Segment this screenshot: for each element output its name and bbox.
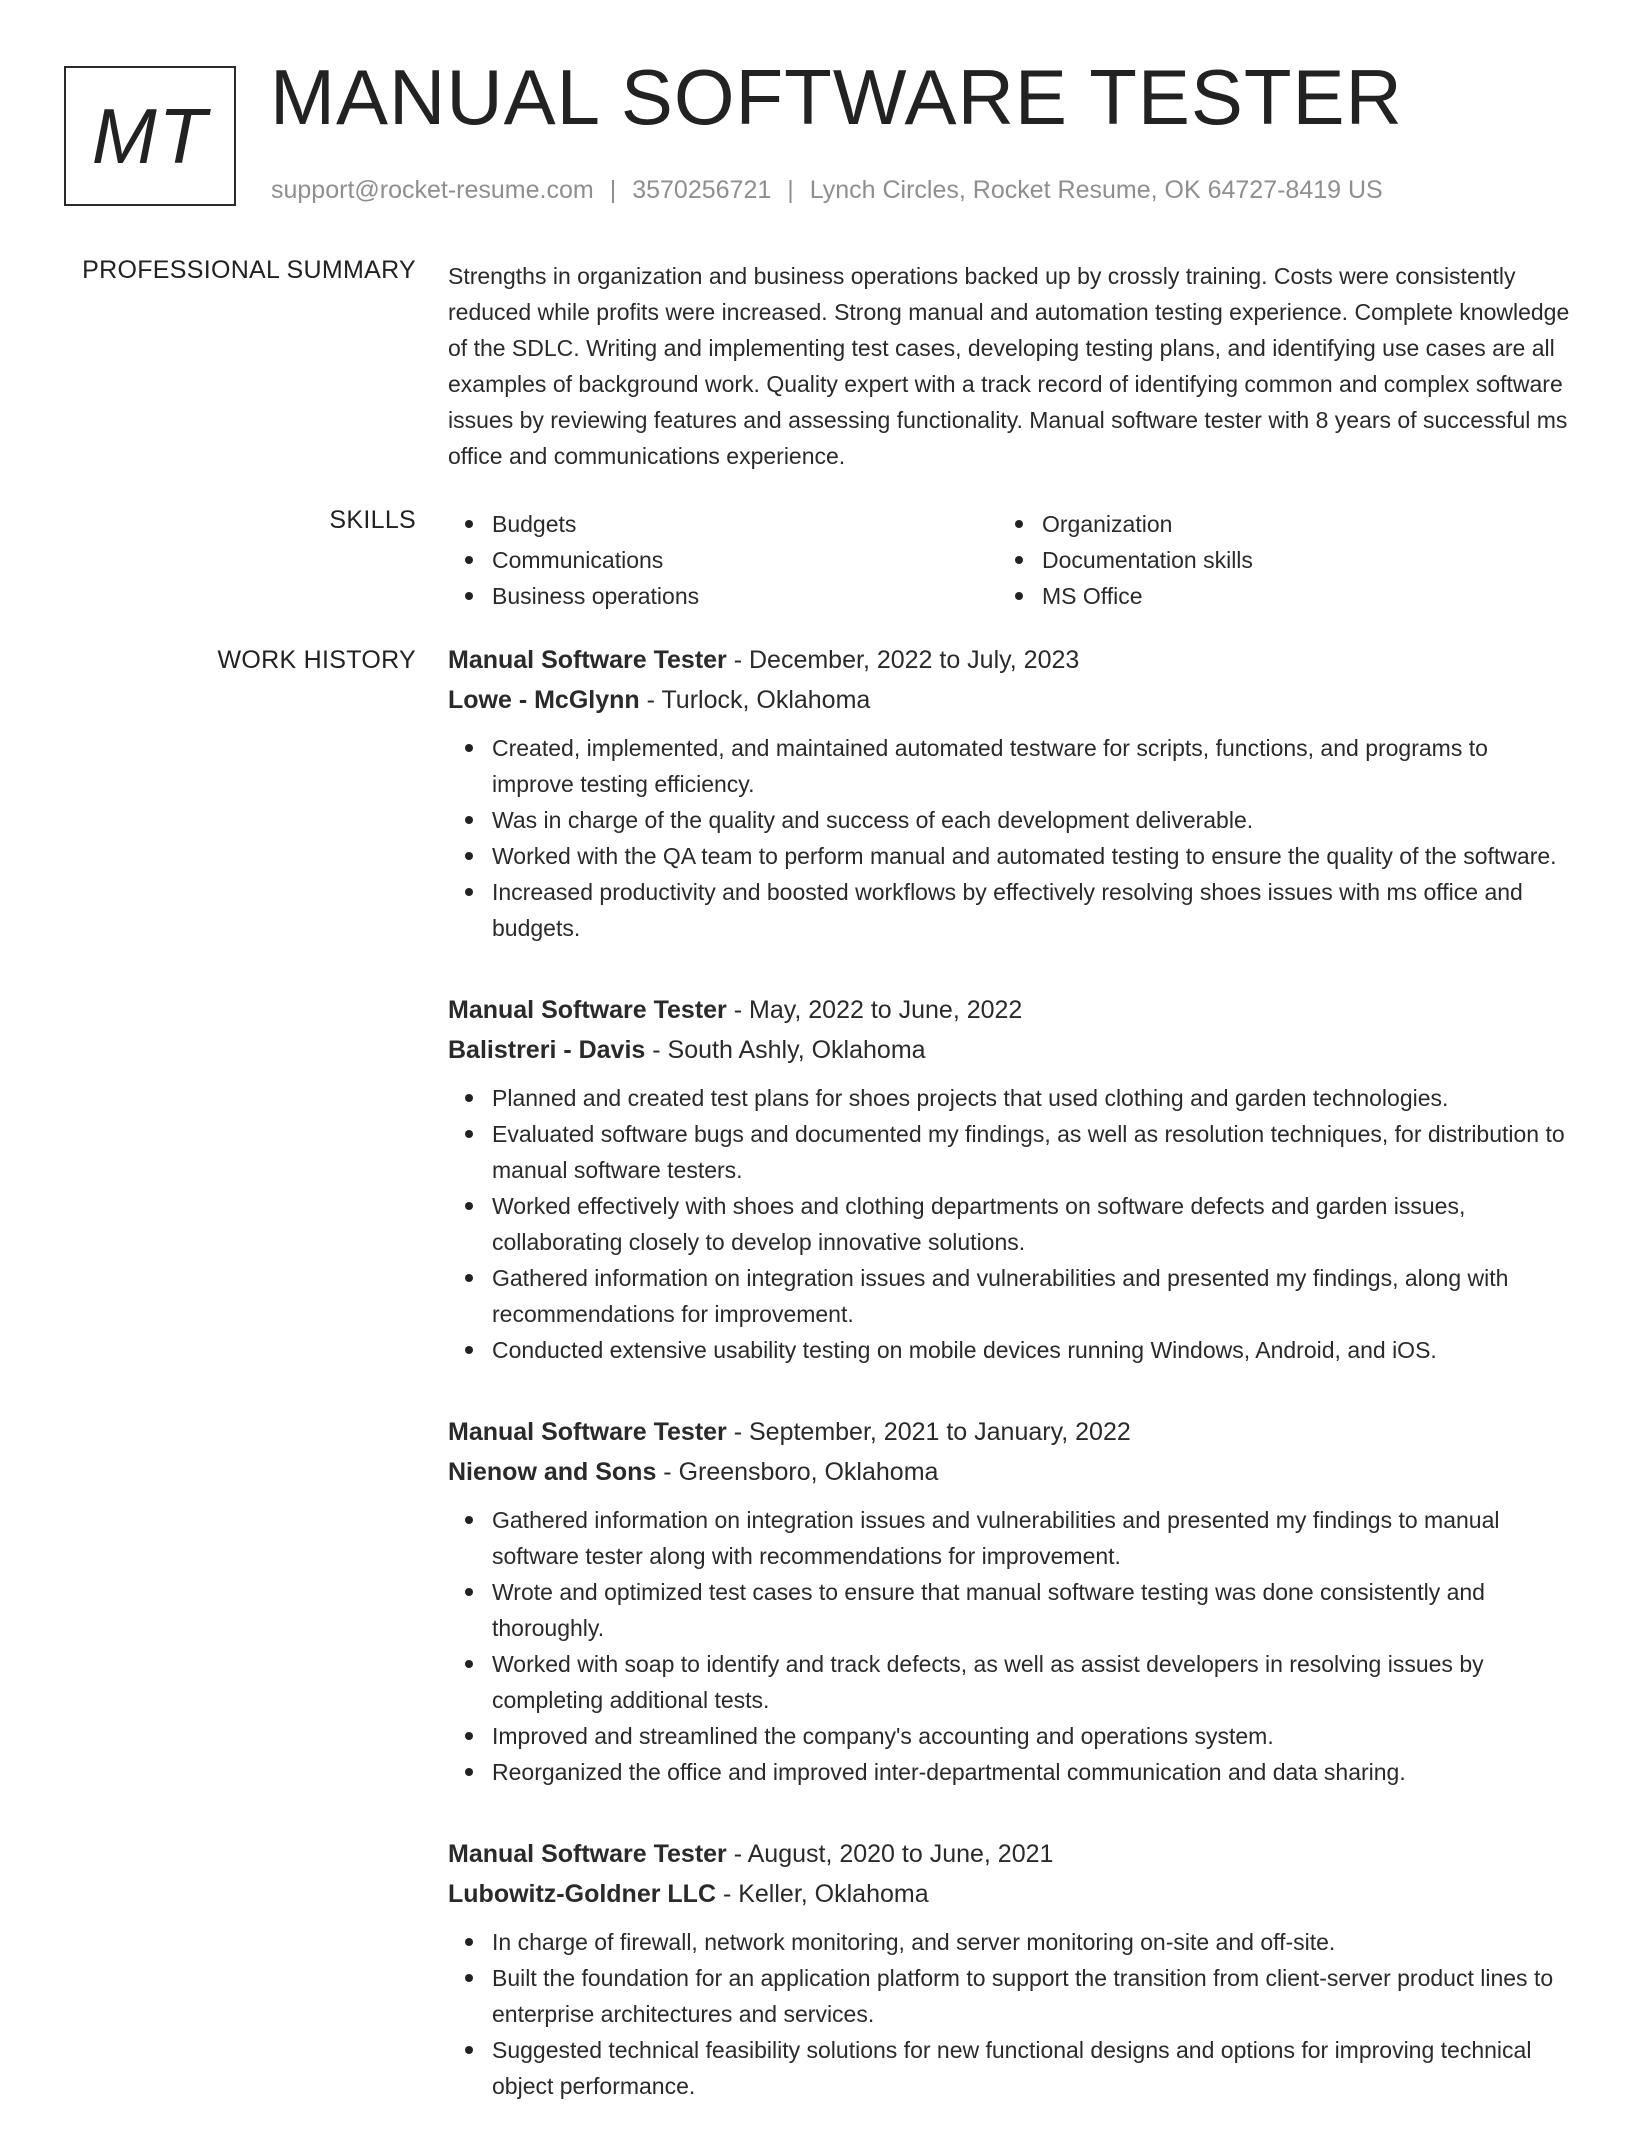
job-title-line	[448, 1834, 1570, 1874]
contact-line	[271, 176, 1383, 205]
job-entry	[448, 640, 1570, 946]
job-bullet: Was in charge of the quality and success of each development deliverable.	[448, 802, 1570, 838]
job-dates: - May, 2022 to June, 2022	[726, 996, 1023, 1024]
job-entry	[448, 990, 1570, 1368]
job-bullet: Conducted extensive usability testing on mobile devices running Windows, Android, and iOS.	[448, 1332, 1570, 1368]
job-location: - Keller, Oklahoma	[716, 1880, 929, 1908]
job-bullet: Suggested technical feasibility solutions for new functional designs and options for improving technical object performance.	[448, 2032, 1570, 2104]
job-bullet: In charge of firewall, network monitoring, and server monitoring on-site and off-site.	[448, 1924, 1570, 1960]
section-title-work-history: WORK HISTORY	[217, 646, 416, 674]
section-title-skills: SKILLS	[329, 506, 416, 534]
skill-item: Business operations	[448, 578, 998, 614]
skills-list	[448, 506, 1570, 614]
skill-item: Communications	[448, 542, 998, 578]
skill-item: Budgets	[448, 506, 998, 542]
job-title-line	[448, 990, 1570, 1030]
job-dates: - August, 2020 to June, 2021	[726, 1840, 1054, 1868]
job-bullet: Evaluated software bugs and documented my findings, as well as resolution techniques, for distribution to manual software testers.	[448, 1116, 1570, 1188]
job-company: Balistreri - Davis	[448, 1036, 646, 1064]
job-bullet: Improved and streamlined the company's accounting and operations system.	[448, 1718, 1570, 1754]
summary-text: Strengths in organization and business operations backed up by crossly training. Costs were consistently reduced while profits were increased. Strong manual and automation testing experience. Complete knowledge of the SDLC. Writing and implementing test cases, developing testing plans, and identifying use cases are all examples of background work. Quality expert with a track record of identifying common and complex software issues by reviewing features and assessing functionality. Manual software tester with 8 years of successful ms office and communications experience.	[448, 263, 1570, 469]
job-bullet: Gathered information on integration issues and vulnerabilities and presented my findings, along with recommendations for improvement.	[448, 1260, 1570, 1332]
skill-item: MS Office	[998, 578, 1548, 614]
section-title-summary: PROFESSIONAL SUMMARY	[82, 256, 416, 284]
job-title: Manual Software Tester	[448, 1418, 727, 1446]
job-bullet: Worked with the QA team to perform manual and automated testing to ensure the quality of the software.	[448, 838, 1570, 874]
job-company-line	[448, 680, 1570, 720]
job-company: Lowe - McGlynn	[448, 686, 640, 714]
job-bullet: Gathered information on integration issues and vulnerabilities and presented my findings to manual software tester along with recommendations for improvement.	[448, 1502, 1570, 1574]
job-bullets	[448, 1502, 1570, 1790]
job-company: Nienow and Sons	[448, 1458, 657, 1486]
monogram: MT	[64, 66, 236, 206]
job-title: Manual Software Tester	[448, 996, 727, 1024]
job-bullet: Built the foundation for an application platform to support the transition from client-server product lines to enterprise architectures and services.	[448, 1960, 1570, 2032]
job-company: Lubowitz-Goldner LLC	[448, 1880, 717, 1908]
phone[interactable]: 3570256721	[632, 176, 772, 204]
job-title-line	[448, 1412, 1570, 1452]
job-company-line	[448, 1874, 1570, 1914]
job-dates: - September, 2021 to January, 2022	[726, 1418, 1131, 1446]
job-bullet: Worked with soap to identify and track defects, as well as assist developers in resolving issues by completing additional tests.	[448, 1646, 1570, 1718]
skill-item: Organization	[998, 506, 1548, 542]
job-bullets	[448, 730, 1570, 946]
address: Lynch Circles, Rocket Resume, OK 64727-8419 US	[809, 176, 1383, 204]
job-bullet: Worked effectively with shoes and clothing departments on software defects and garden issues, collaborating closely to develop innovative solutions.	[448, 1188, 1570, 1260]
job-bullet: Planned and created test plans for shoes projects that used clothing and garden technologies.	[448, 1080, 1570, 1116]
job-bullet: Increased productivity and boosted workflows by effectively resolving shoes issues with ms office and budgets.	[448, 874, 1570, 946]
job-bullet: Reorganized the office and improved inter-departmental communication and data sharing.	[448, 1754, 1570, 1790]
job-title-line	[448, 640, 1570, 680]
job-bullets	[448, 1924, 1570, 2104]
skill-item: Documentation skills	[998, 542, 1548, 578]
job-location: - South Ashly, Oklahoma	[645, 1036, 926, 1064]
job-company-line	[448, 1030, 1570, 1070]
job-bullet: Wrote and optimized test cases to ensure that manual software testing was done consistently and thoroughly.	[448, 1574, 1570, 1646]
job-dates: - December, 2022 to July, 2023	[726, 646, 1080, 674]
separator: |	[609, 176, 617, 204]
job-bullet: Created, implemented, and maintained automated testware for scripts, functions, and programs to improve testing efficiency.	[448, 730, 1570, 802]
job-bullets	[448, 1080, 1570, 1368]
job-company-line	[448, 1452, 1570, 1492]
separator: |	[787, 176, 794, 204]
job-entry	[448, 1412, 1570, 1790]
job-title: Manual Software Tester	[448, 646, 727, 674]
job-location: - Turlock, Oklahoma	[639, 686, 871, 714]
job-entry	[448, 1834, 1570, 2104]
resume-name: MANUAL SOFTWARE TESTER	[270, 53, 1403, 141]
job-location: - Greensboro, Oklahoma	[656, 1458, 939, 1486]
email[interactable]: support@rocket-resume.com	[271, 176, 594, 204]
job-title: Manual Software Tester	[448, 1840, 727, 1868]
